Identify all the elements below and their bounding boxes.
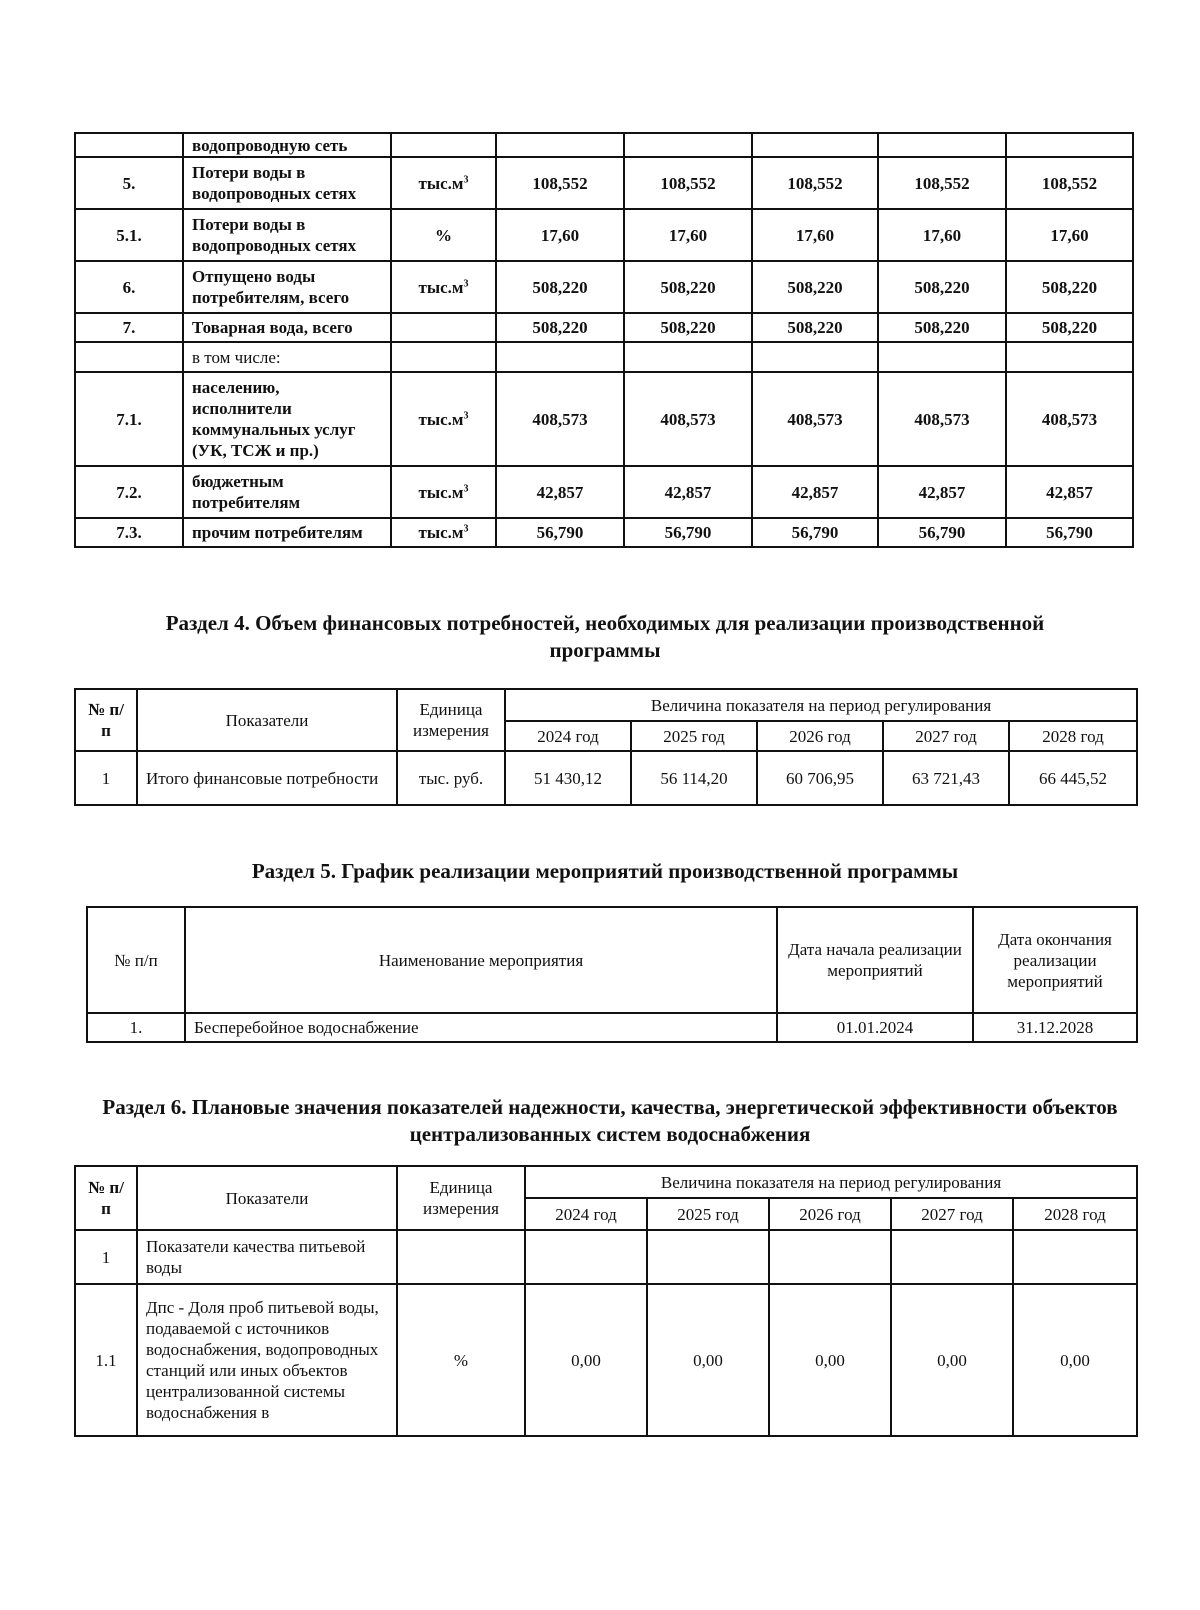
indicator-name: бюджетным потребителям (183, 466, 391, 518)
table-row (75, 1284, 1137, 1436)
indicator-name: Дпс - Доля проб питьевой воды, подаваемой с источников водоснабжения, водопроводных станций или иных объектов централизованной системы водоснабжения в (137, 1284, 397, 1436)
row-number: 5.1. (75, 209, 183, 261)
indicator-name: водопроводную сеть (183, 133, 391, 157)
value-cell: 17,60 (752, 209, 878, 261)
indicator-name: прочим потребителям (183, 518, 391, 547)
column-header-period: Величина показателя на период регулирования (525, 1166, 1137, 1198)
value-cell (891, 1230, 1013, 1284)
table-row (75, 261, 1133, 313)
column-header-num: № п/п (75, 689, 137, 751)
value-cell (1006, 342, 1133, 372)
unit-superscript: 3 (463, 409, 469, 421)
table-row (75, 313, 1133, 342)
year-header: 2028 год (1013, 1198, 1137, 1230)
value-cell (624, 342, 752, 372)
value-cell: 0,00 (769, 1284, 891, 1436)
unit-superscript: 3 (463, 482, 469, 494)
value-cell: 508,220 (624, 261, 752, 313)
value-cell (496, 342, 624, 372)
section-5-title: Раздел 5. График реализации мероприятий производственной программы (251, 859, 959, 883)
value-cell: 108,552 (878, 157, 1006, 209)
table-row (75, 372, 1133, 466)
value-cell: 508,220 (496, 261, 624, 313)
year-header: 2026 год (757, 721, 883, 751)
unit-superscript: 3 (463, 173, 469, 185)
unit-text: тыс.м (418, 173, 464, 193)
value-cell: 66 445,52 (1009, 751, 1137, 805)
year-header: 2025 год (631, 721, 757, 751)
start-date: 01.01.2024 (777, 1013, 973, 1042)
value-cell: 508,220 (752, 313, 878, 342)
value-cell: 108,552 (1006, 157, 1133, 209)
column-header-num: № п/п (87, 907, 185, 1013)
value-cell: 408,573 (752, 372, 878, 466)
table-header-row (75, 689, 1137, 721)
unit-superscript: 3 (463, 277, 469, 289)
column-header-name: Показатели (137, 689, 397, 751)
row-number: 6. (75, 261, 183, 313)
unit-cell: % (397, 1284, 525, 1436)
row-number (75, 342, 183, 372)
value-cell (878, 342, 1006, 372)
row-number: 1 (75, 1230, 137, 1284)
indicator-name: Товарная вода, всего (183, 313, 391, 342)
table-row (75, 133, 1133, 157)
indicator-name: населению, исполнители коммунальных услуг (УК, ТСЖ и пр.) (183, 372, 391, 466)
row-number (75, 133, 183, 157)
indicator-name: Показатели качества питьевой воды (137, 1230, 397, 1284)
section-6-title: Раздел 6. Плановые значения показателей надежности, качества, энергетической эффективности объектов централизованных систем водоснабжения (102, 1095, 1118, 1146)
value-cell: 108,552 (496, 157, 624, 209)
value-cell: 60 706,95 (757, 751, 883, 805)
table-row (75, 518, 1133, 547)
table-row (75, 466, 1133, 518)
value-cell: 408,573 (496, 372, 624, 466)
year-header: 2026 год (769, 1198, 891, 1230)
column-header-end-date: Дата окончания реализации мероприятий (973, 907, 1137, 1013)
value-cell: 42,857 (496, 466, 624, 518)
value-cell: 408,573 (624, 372, 752, 466)
value-cell: 408,573 (1006, 372, 1133, 466)
unit-cell (391, 133, 496, 157)
value-cell: 56,790 (1006, 518, 1133, 547)
value-cell: 17,60 (878, 209, 1006, 261)
value-cell: 51 430,12 (505, 751, 631, 805)
value-cell: 508,220 (878, 313, 1006, 342)
row-number: 1.1 (75, 1284, 137, 1436)
table-row (87, 1013, 1137, 1042)
unit-cell (397, 1230, 525, 1284)
value-cell: 0,00 (647, 1284, 769, 1436)
row-number: 7.3. (75, 518, 183, 547)
value-cell: 42,857 (624, 466, 752, 518)
column-header-num: № п/п (75, 1166, 137, 1230)
value-cell: 408,573 (878, 372, 1006, 466)
table-row (75, 209, 1133, 261)
value-cell (1013, 1230, 1137, 1284)
value-cell: 508,220 (496, 313, 624, 342)
value-cell: 56,790 (878, 518, 1006, 547)
unit-cell: тыс. руб. (397, 751, 505, 805)
value-cell (752, 133, 878, 157)
unit-text: тыс.м (418, 523, 464, 542)
value-cell: 108,552 (624, 157, 752, 209)
activity-name: Бесперебойное водоснабжение (185, 1013, 777, 1042)
row-number: 5. (75, 157, 183, 209)
value-cell (624, 133, 752, 157)
year-header: 2025 год (647, 1198, 769, 1230)
value-cell (769, 1230, 891, 1284)
value-cell: 508,220 (1006, 313, 1133, 342)
value-cell: 56 114,20 (631, 751, 757, 805)
unit-superscript: 3 (463, 523, 469, 535)
unit-text: тыс.м (418, 482, 464, 502)
column-header-start-date: Дата начала реализации мероприятий (777, 907, 973, 1013)
unit-cell (391, 466, 496, 518)
column-header-name: Наименование мероприятия (185, 907, 777, 1013)
row-number: 1. (87, 1013, 185, 1042)
indicator-name: в том числе: (183, 342, 391, 372)
unit-cell (391, 518, 496, 547)
unit-cell (391, 372, 496, 466)
indicator-name: Потери воды в водопроводных сетях (183, 209, 391, 261)
table-row (75, 342, 1133, 372)
value-cell: 17,60 (496, 209, 624, 261)
section-4-title: Раздел 4. Объем финансовых потребностей, необходимых для реализации производственной программы (165, 611, 1045, 662)
value-cell (1006, 133, 1133, 157)
column-header-period: Величина показателя на период регулирования (505, 689, 1137, 721)
value-cell: 42,857 (1006, 466, 1133, 518)
end-date: 31.12.2028 (973, 1013, 1137, 1042)
value-cell: 0,00 (525, 1284, 647, 1436)
unit-cell (391, 261, 496, 313)
year-header: 2024 год (525, 1198, 647, 1230)
unit-cell (391, 342, 496, 372)
value-cell (647, 1230, 769, 1284)
unit-cell: % (391, 209, 496, 261)
year-header: 2027 год (891, 1198, 1013, 1230)
value-cell: 0,00 (1013, 1284, 1137, 1436)
value-cell (752, 342, 878, 372)
financial-needs-table (74, 688, 1138, 806)
table-header-row (87, 907, 1137, 1013)
value-cell: 56,790 (752, 518, 878, 547)
indicator-name: Отпущено воды потребителям, всего (183, 261, 391, 313)
value-cell: 56,790 (496, 518, 624, 547)
table-row (75, 157, 1133, 209)
value-cell (878, 133, 1006, 157)
value-cell: 108,552 (752, 157, 878, 209)
value-cell: 508,220 (624, 313, 752, 342)
value-cell: 0,00 (891, 1284, 1013, 1436)
value-cell: 63 721,43 (883, 751, 1009, 805)
value-cell (525, 1230, 647, 1284)
column-header-unit: Единица измерения (397, 689, 505, 751)
unit-text: тыс.м (418, 277, 464, 297)
quality-indicators-table (74, 1165, 1138, 1437)
value-cell: 42,857 (878, 466, 1006, 518)
unit-text: тыс.м (418, 409, 464, 429)
year-header: 2024 год (505, 721, 631, 751)
value-cell: 508,220 (752, 261, 878, 313)
value-cell: 17,60 (624, 209, 752, 261)
unit-cell (391, 313, 496, 342)
water-balance-table (74, 132, 1134, 548)
indicator-name: Итого финансовые потребности (137, 751, 397, 805)
row-number: 1 (75, 751, 137, 805)
table-header-row (75, 1166, 1137, 1198)
value-cell: 17,60 (1006, 209, 1133, 261)
indicator-name: Потери воды в водопроводных сетях (183, 157, 391, 209)
value-cell: 508,220 (1006, 261, 1133, 313)
year-header: 2027 год (883, 721, 1009, 751)
value-cell: 42,857 (752, 466, 878, 518)
year-header: 2028 год (1009, 721, 1137, 751)
row-number: 7.2. (75, 466, 183, 518)
value-cell: 508,220 (878, 261, 1006, 313)
row-number: 7. (75, 313, 183, 342)
schedule-table (86, 906, 1138, 1043)
row-number: 7.1. (75, 372, 183, 466)
value-cell (496, 133, 624, 157)
column-header-name: Показатели (137, 1166, 397, 1230)
column-header-unit: Единица измерения (397, 1166, 525, 1230)
unit-cell (391, 157, 496, 209)
table-row (75, 1230, 1137, 1284)
table-row (75, 751, 1137, 805)
value-cell: 56,790 (624, 518, 752, 547)
water-balance-body (75, 133, 1133, 547)
